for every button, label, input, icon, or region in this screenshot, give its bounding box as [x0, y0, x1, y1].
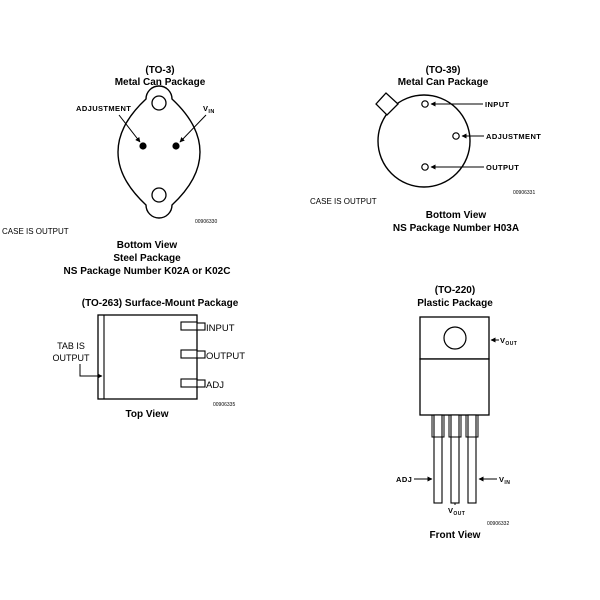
- to263-label-input: INPUT: [206, 323, 235, 334]
- to3-caption-package: Steel Package: [113, 253, 181, 264]
- to263-lead-output: [197, 351, 205, 358]
- to3-caption-number: NS Package Number K02A or K02C: [63, 266, 231, 277]
- to3-label-vin: $V_{IN}$: [203, 104, 215, 115]
- to220-subtitle: Plastic Package: [417, 298, 493, 309]
- to220-label-vout-tab: $V_{OUT}$: [500, 336, 518, 347]
- to220-code: 00906332: [487, 521, 510, 527]
- to39-caption-view: Bottom View: [425, 210, 487, 221]
- to3-pin-vin: [172, 142, 179, 149]
- to3-mount-hole-bottom: [152, 188, 166, 202]
- to39-label-adjustment: ADJUSTMENT: [486, 132, 542, 141]
- to263-title: (TO-263) Surface-Mount Package: [81, 298, 239, 309]
- to220-label-adj: ADJ: [396, 475, 413, 484]
- to39-label-input: INPUT: [485, 100, 510, 109]
- to220-lead-vout: [451, 415, 459, 503]
- to3-case-note: CASE IS OUTPUT: [2, 227, 69, 236]
- to3-subtitle: Metal Can Package: [114, 77, 206, 88]
- to220-lead-adj: [434, 415, 442, 503]
- to3-section: [2, 65, 230, 277]
- to263-caption-view: Top View: [125, 409, 169, 420]
- to263-code: 00906335: [213, 402, 236, 408]
- to263-tab-line1: TAB IS: [57, 341, 85, 351]
- to3-title: (TO-3): [145, 65, 175, 76]
- to39-pin-input: [422, 101, 428, 107]
- to39-caption-number: NS Package Number H03A: [392, 223, 520, 234]
- to220-lead-vin: [468, 415, 476, 503]
- to263-label-adj: ADJ: [206, 380, 224, 391]
- to39-case-note: CASE IS OUTPUT: [310, 197, 377, 206]
- to263-label-output: OUTPUT: [206, 351, 246, 362]
- to220-caption-view: Front View: [429, 530, 481, 541]
- to220-mount-hole: [444, 327, 466, 349]
- to3-mount-hole-top: [152, 96, 166, 110]
- to263-lead-adj: [197, 380, 205, 387]
- to263-lead-input: [197, 323, 205, 330]
- to220-title: (TO-220): [434, 285, 476, 296]
- to39-code: 00906331: [513, 190, 536, 196]
- to39-pin-output: [422, 164, 428, 170]
- to3-label-adjustment: ADJUSTMENT: [76, 104, 132, 113]
- to39-pin-adjustment: [453, 133, 459, 139]
- to220-label-vout: $V_{OUT}$: [448, 506, 466, 517]
- to220-label-vin: $V_{IN}$: [499, 475, 511, 486]
- to39-label-output: OUTPUT: [486, 163, 520, 172]
- to39-title: (TO-39): [425, 65, 461, 76]
- to3-caption-view: Bottom View: [116, 240, 178, 251]
- to39-section: [310, 65, 541, 234]
- to263-lead-adj-root: [181, 379, 197, 387]
- to3-code: 00906330: [195, 219, 218, 225]
- to3-leader-vin: [180, 115, 206, 142]
- to220-section: [396, 285, 517, 541]
- to263-lead-output-root: [181, 350, 197, 358]
- to220-body: [420, 359, 489, 415]
- to263-tab-line2: OUTPUT: [52, 353, 90, 363]
- to263-lead-input-root: [181, 322, 197, 330]
- to3-pin-adjustment: [139, 142, 146, 149]
- to39-tab: [376, 93, 398, 115]
- to263-section: [53, 298, 246, 420]
- to39-subtitle: Metal Can Package: [397, 77, 489, 88]
